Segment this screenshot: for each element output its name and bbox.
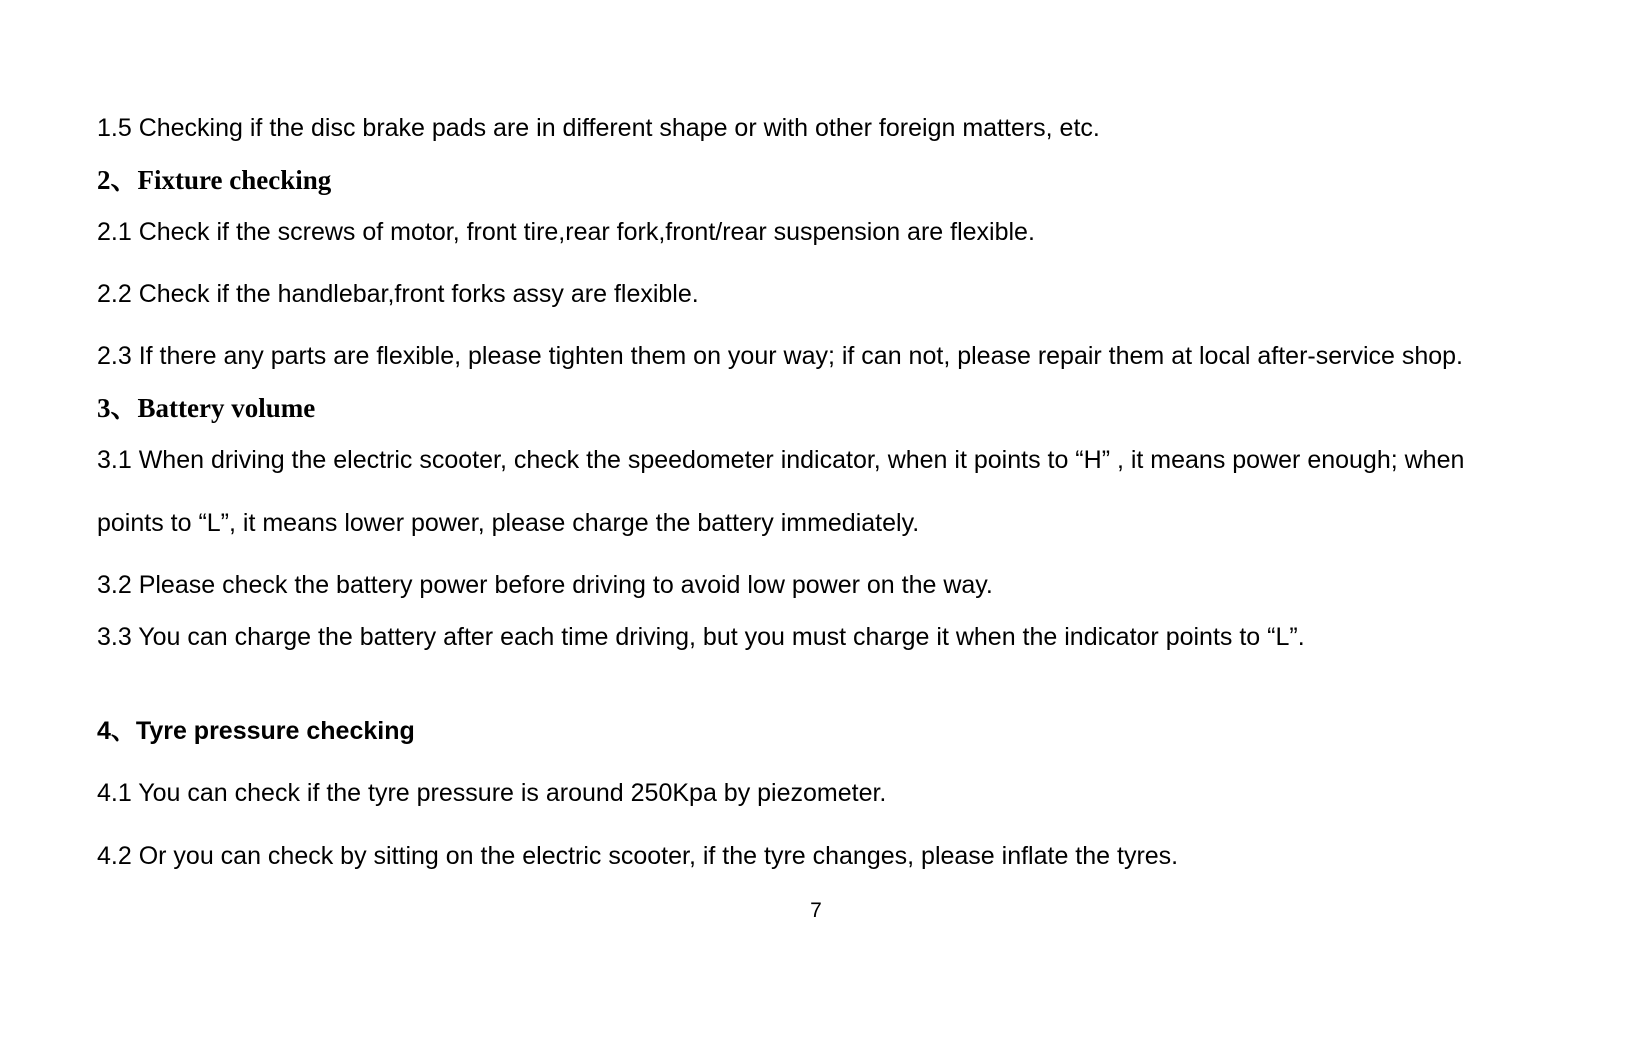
paragraph-3-3: 3.3 You can charge the battery after each time driving, but you must charge it when the indicator points to “L”. — [97, 623, 1305, 651]
paragraph-1-5: 1.5 Checking if the disc brake pads are in different shape or with other foreign matters, etc. — [97, 114, 1100, 142]
heading-fixture-checking: 2、Fixture checking — [97, 165, 332, 195]
paragraph-2-1: 2.1 Check if the screws of motor, front tire,rear fork,front/rear suspension are flexible. — [97, 218, 1035, 246]
paragraph-2-3: 2.3 If there any parts are flexible, please tighten them on your way; if can not, please repair them at local after-service shop. — [97, 342, 1464, 370]
paragraph-3-1-line-2: points to “L”, it means lower power, please charge the battery immediately. — [97, 509, 920, 537]
heading-battery-volume: 3、Battery volume — [97, 393, 316, 423]
paragraph-4-2: 4.2 Or you can check by sitting on the electric scooter, if the tyre changes, please inflate the tyres. — [97, 842, 1179, 870]
page-number: 7 — [810, 899, 822, 922]
heading-tyre-pressure-checking: 4、Tyre pressure checking — [97, 717, 415, 745]
paragraph-4-1: 4.1 You can check if the tyre pressure is around 250Kpa by piezometer. — [97, 779, 887, 807]
paragraph-3-2: 3.2 Please check the battery power before driving to avoid low power on the way. — [97, 571, 993, 599]
paragraph-3-1-line-1: 3.1 When driving the electric scooter, check the speedometer indicator, when it points to “H” , it means power enough; when — [97, 446, 1465, 474]
paragraph-2-2: 2.2 Check if the handlebar,front forks assy are flexible. — [97, 280, 699, 308]
